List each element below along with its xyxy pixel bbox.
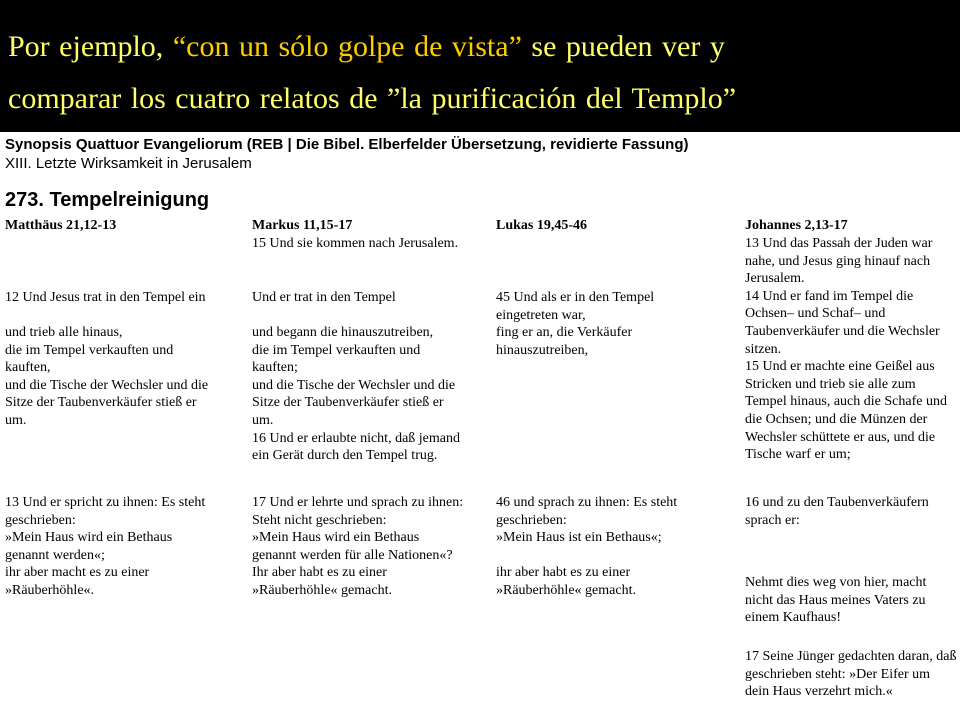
text-line: genannt werden für alle Nationen«?: [252, 547, 453, 563]
text-line: 15 Und sie kommen nach Jerusalem.: [252, 236, 459, 251]
synopsis-page: [0, 132, 960, 720]
text-line: die im Tempel verkauften und: [252, 342, 421, 358]
text-block: [496, 289, 654, 359]
text-line: ein Gerät durch den Tempel trug.: [252, 448, 438, 464]
caption-line-1-end: se pueden ver y: [521, 30, 725, 63]
text-block: [745, 648, 956, 701]
text-block: [496, 564, 636, 599]
text-line: genannt werden«;: [5, 547, 105, 563]
text-block: [5, 324, 208, 430]
text-line: 14 Und er fand im Tempel die: [745, 288, 914, 304]
text-line: 17 Und er lehrte und sprach zu ihnen:: [252, 495, 464, 510]
column-heading: Matthäus 21,12-13: [5, 218, 117, 233]
slide-caption: [0, 0, 960, 132]
text-line: Tische warf er um;: [745, 447, 851, 463]
text-block: [252, 494, 463, 600]
text-line: »Mein Haus wird ein Bethaus: [252, 530, 420, 546]
text-line: 46 und sprach zu ihnen: Es steht: [496, 495, 678, 510]
text-line: »Mein Haus wird ein Bethaus: [5, 530, 173, 546]
caption-line-1: [8, 20, 725, 74]
text-line: »Räuberhöhle« gemacht.: [496, 582, 636, 598]
text-line: Wechsler schüttete er aus, und die: [745, 429, 936, 445]
caption-quote: “con un sólo golpe de vista”: [172, 30, 522, 63]
text-block: [252, 235, 458, 253]
text-line: sprach er:: [745, 512, 800, 528]
text-line: Sitze der Taubenverkäufer stieß er: [5, 395, 197, 411]
text-line: hinauszutreiben,: [496, 342, 589, 358]
text-line: 45 Und als er in den Tempel: [496, 290, 655, 305]
text-line: fing er an, die Verkäufer: [496, 325, 633, 341]
text-line: Ihr aber habt es zu einer: [252, 565, 387, 581]
text-line: nahe, und Jesus ging hinauf nach: [745, 253, 931, 269]
text-line: Steht nicht geschrieben:: [252, 512, 387, 528]
text-line: geschrieben:: [5, 512, 76, 528]
text-line: eingetreten war,: [496, 307, 586, 323]
section-heading: 273. Tempelreinigung: [5, 189, 210, 211]
text-line: und begann die hinauszutreiben,: [252, 325, 434, 340]
text-block: [496, 494, 677, 547]
text-line: geschrieben:: [496, 512, 567, 528]
text-line: Und er trat in den Tempel: [252, 290, 396, 305]
text-line: 17 Seine Jünger gedachten daran, daß: [745, 649, 957, 664]
text-block: [745, 494, 929, 529]
text-line: und die Tische der Wechsler und die: [252, 377, 456, 393]
text-line: Nehmt dies weg von hier, macht: [745, 575, 927, 590]
text-line: sitzen.: [745, 341, 782, 357]
caption-line-1-start: Por ejemplo,: [8, 30, 173, 63]
text-line: dein Haus verzehrt mich.«: [745, 684, 893, 700]
column-heading: Markus 11,15-17: [252, 218, 353, 233]
caption-line-2: comparar los cuatro relatos de ”la purificación del Templo”: [8, 82, 737, 115]
text-line: »Mein Haus ist ein Bethaus«;: [496, 530, 662, 546]
text-block: [745, 235, 947, 464]
text-line: 15 Und er machte eine Geißel aus: [745, 359, 935, 375]
text-line: Tempel hinaus, auch die Schafe und: [745, 394, 947, 410]
text-line: Sitze der Taubenverkäufer stieß er: [252, 395, 444, 411]
text-line: die Ochsen; und die Münzen der: [745, 411, 928, 427]
text-block: [252, 324, 460, 465]
text-line: die im Tempel verkauften und: [5, 342, 174, 358]
text-line: 12 Und Jesus trat in den Tempel ein: [5, 290, 206, 305]
text-line: Ochsen– und Schaf– und: [745, 306, 886, 322]
text-line: »Räuberhöhle«.: [5, 582, 95, 598]
text-line: geschrieben steht: »Der Eifer um: [745, 666, 931, 682]
text-line: und trieb alle hinaus,: [5, 325, 123, 340]
text-block: [5, 289, 206, 307]
text-line: ihr aber habt es zu einer: [496, 565, 631, 580]
text-line: nicht das Haus meines Vaters zu: [745, 592, 926, 608]
text-line: 13 Und das Passah der Juden war: [745, 236, 933, 251]
text-line: 16 Und er erlaubte nicht, daß jemand: [252, 430, 460, 446]
column-heading: Johannes 2,13-17: [745, 218, 848, 233]
text-line: ihr aber macht es zu einer: [5, 565, 150, 581]
text-line: »Räuberhöhle« gemacht.: [252, 582, 392, 598]
text-block: [252, 289, 396, 307]
text-line: Stricken und trieb sie alle zum: [745, 376, 916, 392]
text-line: Taubenverkäufer und die Wechsler: [745, 323, 940, 339]
text-line: und die Tische der Wechsler und die: [5, 377, 209, 393]
synopsis-subtitle: XIII. Letzte Wirksamkeit in Jerusalem: [5, 155, 252, 172]
synopsis-title: Synopsis Quattuor Evangeliorum (REB | Die Bibel. Elberfelder Übersetzung, revidierte Fassung): [5, 136, 689, 153]
text-block: [745, 574, 926, 627]
text-line: um.: [5, 412, 27, 428]
column-heading: Lukas 19,45-46: [496, 218, 588, 233]
text-line: um.: [252, 412, 274, 428]
text-line: kauften,: [5, 360, 51, 376]
text-line: 13 Und er spricht zu ihnen: Es steht: [5, 495, 206, 510]
text-line: einem Kaufhaus!: [745, 610, 842, 626]
text-line: Jerusalem.: [745, 271, 805, 287]
text-line: kauften;: [252, 360, 298, 376]
text-block: [5, 494, 205, 600]
text-line: 16 und zu den Taubenverkäufern: [745, 495, 929, 510]
